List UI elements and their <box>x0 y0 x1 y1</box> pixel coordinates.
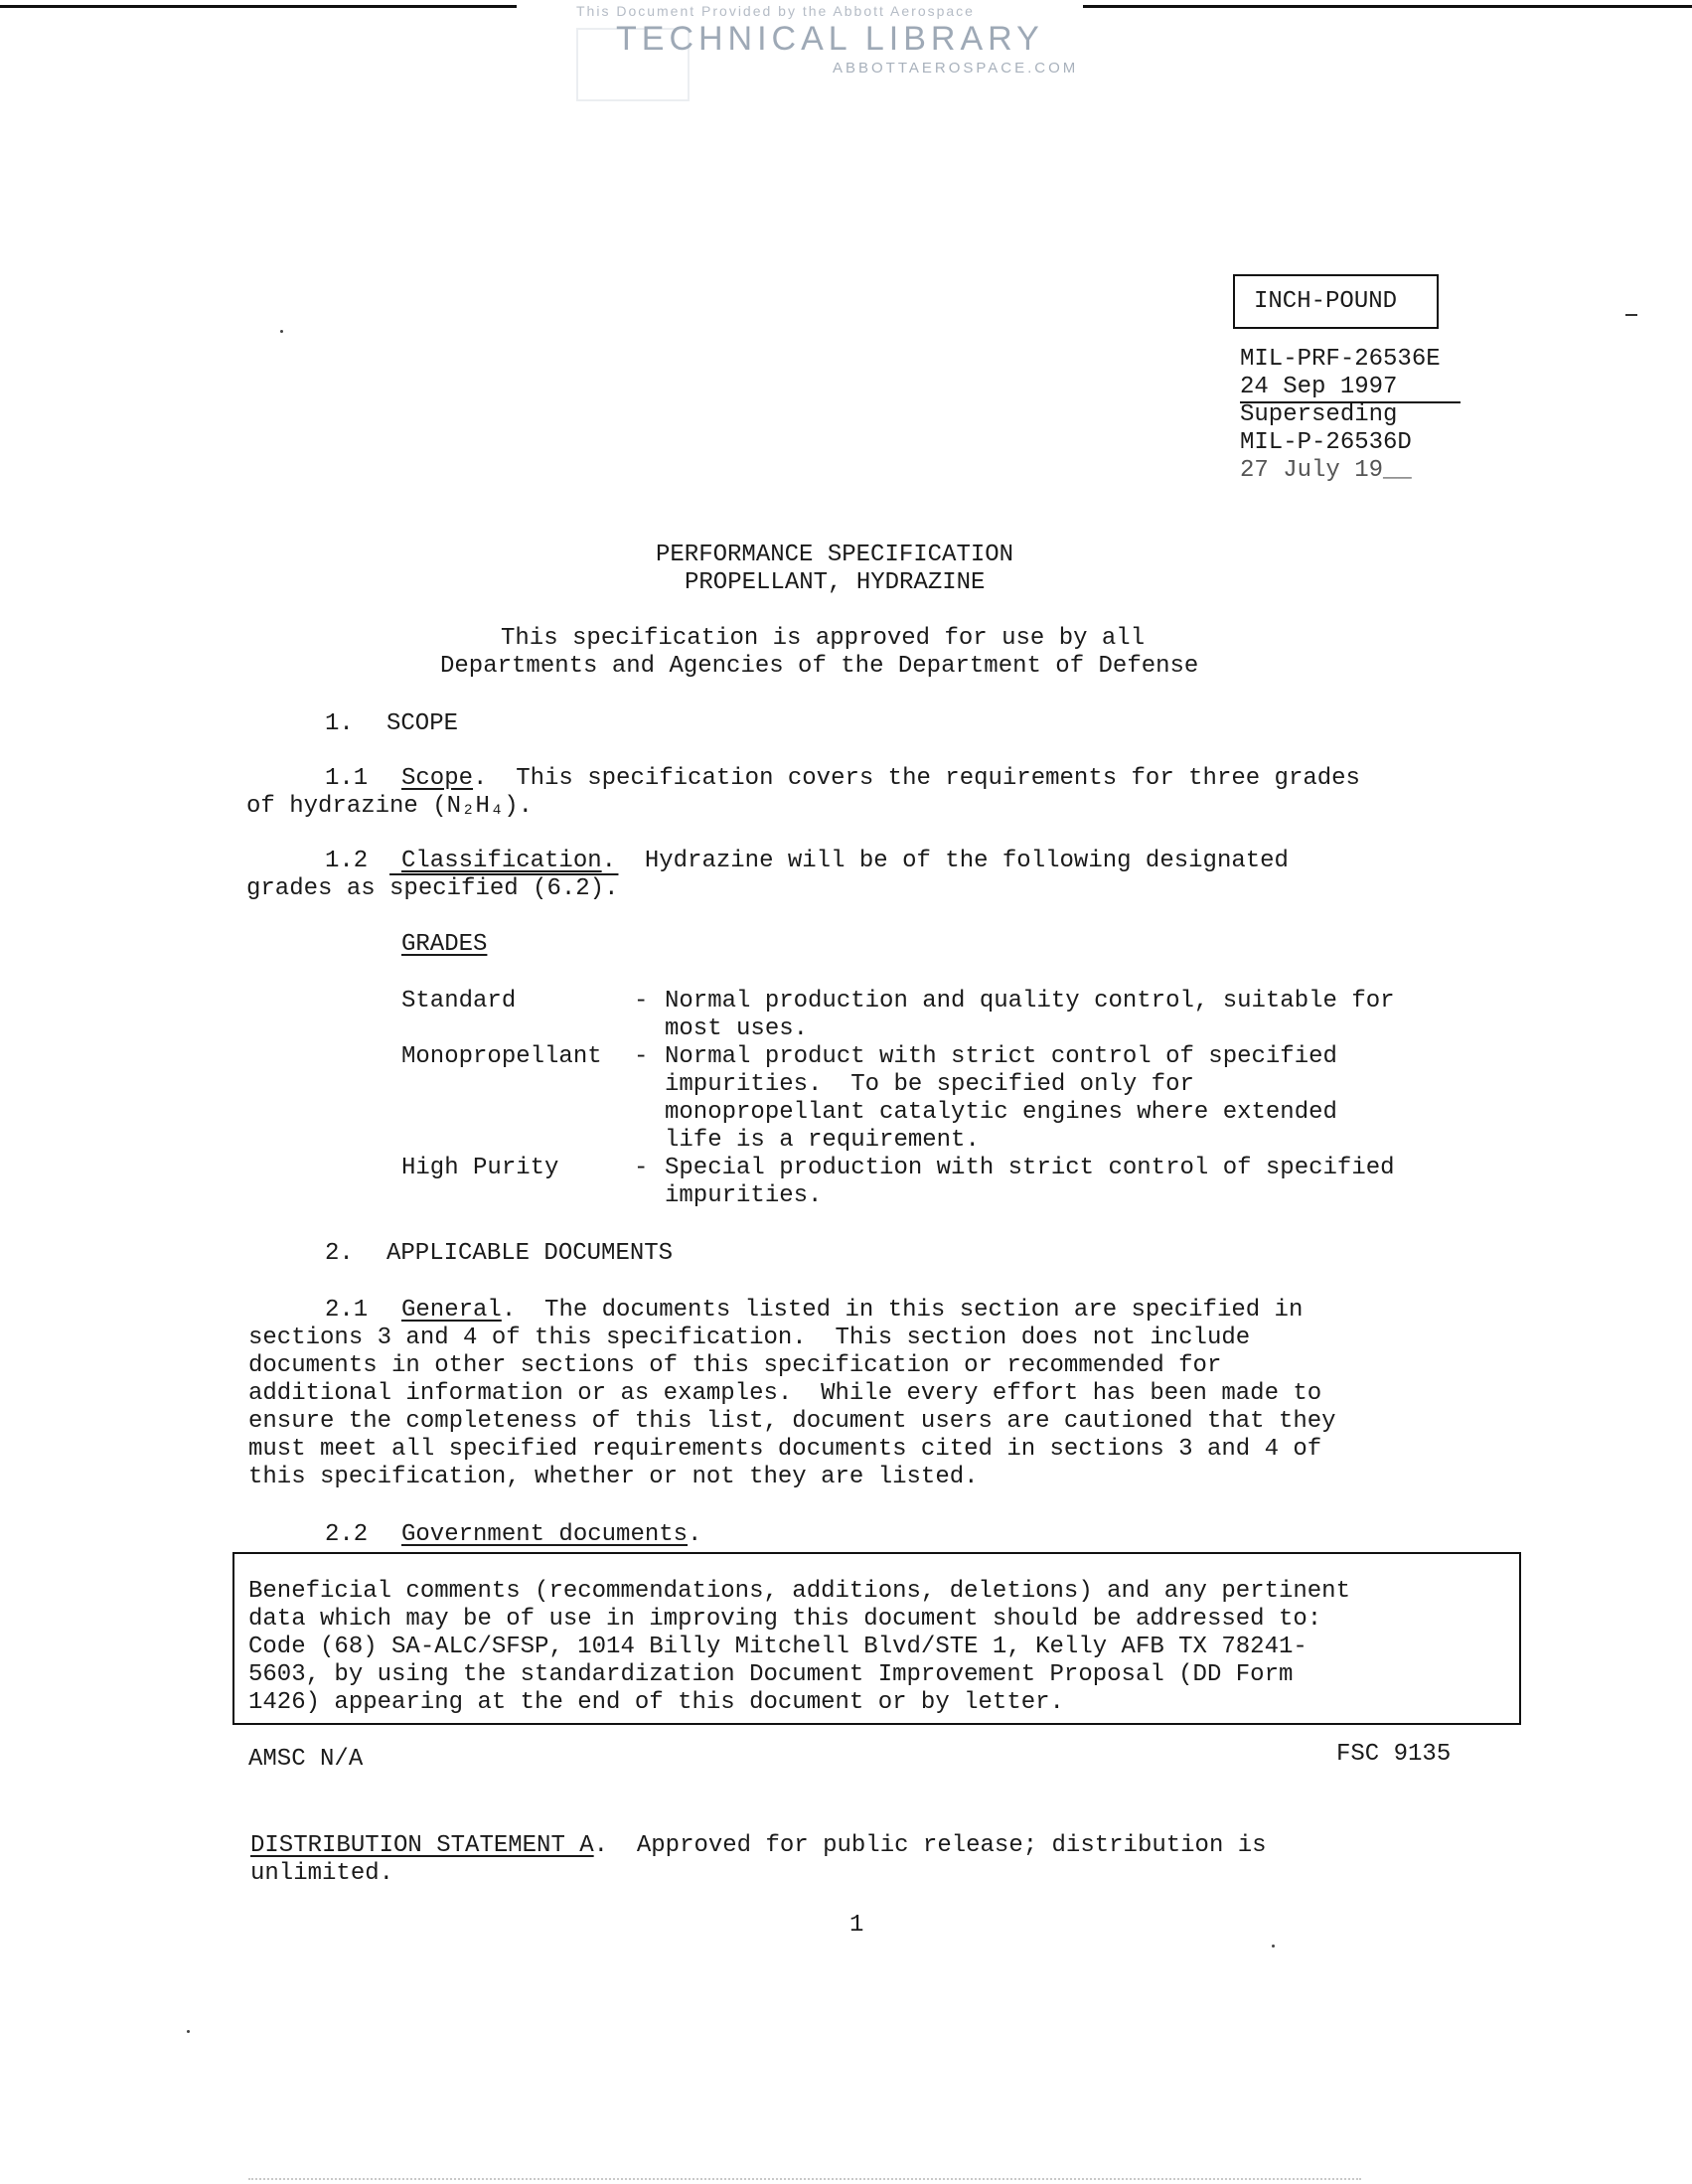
grade-monopropellant-desc-3: monopropellant catalytic engines where extended <box>665 1099 1337 1126</box>
distribution-statement <box>250 1832 1267 1860</box>
notice-line-1: Beneficial comments (recommendations, additions, deletions) and any pertinent <box>248 1578 1350 1605</box>
grade-high-purity-dash: - <box>634 1155 649 1181</box>
notice-line-3: Code (68) SA-ALC/SFSP, 1014 Billy Mitchell Blvd/STE 1, Kelly AFB TX 78241- <box>248 1634 1307 1660</box>
para-1-1-number: 1.1 <box>325 765 369 792</box>
para-1-2-line1: . Hydrazine will be of the following designated <box>601 848 1289 874</box>
title-line-2: PROPELLANT, HYDRAZINE <box>685 569 986 596</box>
grade-standard-name: Standard <box>401 988 517 1014</box>
para-1-1-title: Scope <box>401 765 474 792</box>
distribution-label: DISTRIBUTION STATEMENT A <box>250 1832 594 1859</box>
grade-monopropellant-desc-4: life is a requirement. <box>665 1127 980 1154</box>
para-1-2-text <box>401 848 1289 875</box>
notice-line-4: 5603, by using the standardization Document Improvement Proposal (DD Form <box>248 1661 1294 1688</box>
para-2-2-rest: . <box>688 1521 702 1548</box>
grades-heading: GRADES <box>401 931 488 958</box>
watermark-provider: This Document Provided by the Abbott Aerospace <box>576 3 975 19</box>
grade-high-purity-name: High Purity <box>401 1155 559 1181</box>
para-2-1-line3: documents in other sections of this specification or recommended for <box>248 1352 1222 1379</box>
para-2-2-number: 2.2 <box>325 1521 369 1548</box>
grade-standard-desc-2: most uses. <box>665 1015 809 1042</box>
notice-line-5: 1426) appearing at the end of this document or by letter. <box>248 1689 1064 1716</box>
grade-monopropellant-desc-1: Normal product with strict control of specified <box>665 1043 1337 1070</box>
section-2-heading: APPLICABLE DOCUMENTS <box>386 1240 674 1267</box>
grade-monopropellant-dash: - <box>634 1043 649 1070</box>
section-1-heading: SCOPE <box>386 710 459 737</box>
grade-standard-dash: - <box>634 988 649 1014</box>
scan-mark <box>1625 314 1637 316</box>
grade-monopropellant-desc-2: impurities. To be specified only for <box>665 1071 1194 1098</box>
grade-high-purity-desc-2: impurities. <box>665 1182 823 1209</box>
title-line-1: PERFORMANCE SPECIFICATION <box>656 542 1014 568</box>
scan-speck <box>1272 1945 1275 1948</box>
top-rule-right <box>1083 5 1692 8</box>
document-date: 24 Sep 1997 <box>1240 374 1461 403</box>
watermark-title: TECHNICAL LIBRARY <box>616 20 1044 58</box>
para-1-1-line1: . This specification covers the requirements for three grades <box>473 765 1360 792</box>
top-rule-left <box>0 5 517 8</box>
superseded-date: 27 July 19__ <box>1240 457 1412 484</box>
para-2-1-title: General <box>401 1297 502 1324</box>
approval-line-2: Departments and Agencies of the Department of Defense <box>440 653 1199 680</box>
superseded-number: MIL-P-26536D <box>1240 429 1412 456</box>
distribution-line1: . Approved for public release; distribution is <box>593 1832 1267 1859</box>
distribution-line2: unlimited. <box>250 1860 394 1887</box>
section-2-number: 2. <box>325 1240 354 1267</box>
para-2-1-line7: this specification, whether or not they are listed. <box>248 1464 979 1490</box>
para-1-2-number: 1.2 <box>325 848 369 874</box>
bottom-scan-artifact <box>248 2178 1361 2182</box>
document-number: MIL-PRF-26536E <box>1240 346 1441 373</box>
notice-line-2: data which may be of use in improving this document should be addressed to: <box>248 1606 1322 1633</box>
grade-standard-desc-1: Normal production and quality control, suitable for <box>665 988 1395 1014</box>
para-2-1-line2: sections 3 and 4 of this specification. This section does not include <box>248 1325 1251 1351</box>
para-2-1-number: 2.1 <box>325 1297 369 1324</box>
para-1-1-text <box>401 765 1360 793</box>
para-1-1-line2: of hydrazine (N₂H₄). <box>246 793 534 820</box>
para-1-2-title: Classification <box>401 848 602 874</box>
para-2-1-text <box>401 1297 1303 1325</box>
amsc-code: AMSC N/A <box>248 1746 364 1773</box>
scan-speck <box>187 2030 190 2033</box>
para-2-2-text <box>401 1521 701 1549</box>
watermark-url: ABBOTTAEROSPACE.COM <box>833 60 1079 77</box>
fsc-code: FSC 9135 <box>1336 1741 1452 1768</box>
para-2-1-line6: must meet all specified requirements documents cited in sections 3 and 4 of <box>248 1436 1322 1463</box>
approval-line-1: This specification is approved for use by all <box>501 625 1146 652</box>
para-1-2-line2-b: specified (6.2). <box>389 875 619 902</box>
para-2-2-title: Government documents <box>401 1521 689 1548</box>
para-1-2-line2 <box>246 875 618 903</box>
section-1-number: 1. <box>325 710 354 737</box>
superseding-label: Superseding <box>1240 401 1398 428</box>
grade-monopropellant-name: Monopropellant <box>401 1043 602 1070</box>
inch-pound-label: INCH-POUND <box>1254 288 1398 315</box>
para-2-1-line5: ensure the completeness of this list, document users are cautioned that they <box>248 1408 1336 1435</box>
page-number: 1 <box>849 1912 864 1939</box>
para-1-2-line2-a: grades as <box>246 875 390 902</box>
para-2-1-line4: additional information or as examples. While every effort has been made to <box>248 1380 1322 1407</box>
scan-speck <box>280 330 283 333</box>
grade-high-purity-desc-1: Special production with strict control of specified <box>665 1155 1395 1181</box>
para-2-1-line1: . The documents listed in this section are specified in <box>501 1297 1304 1324</box>
